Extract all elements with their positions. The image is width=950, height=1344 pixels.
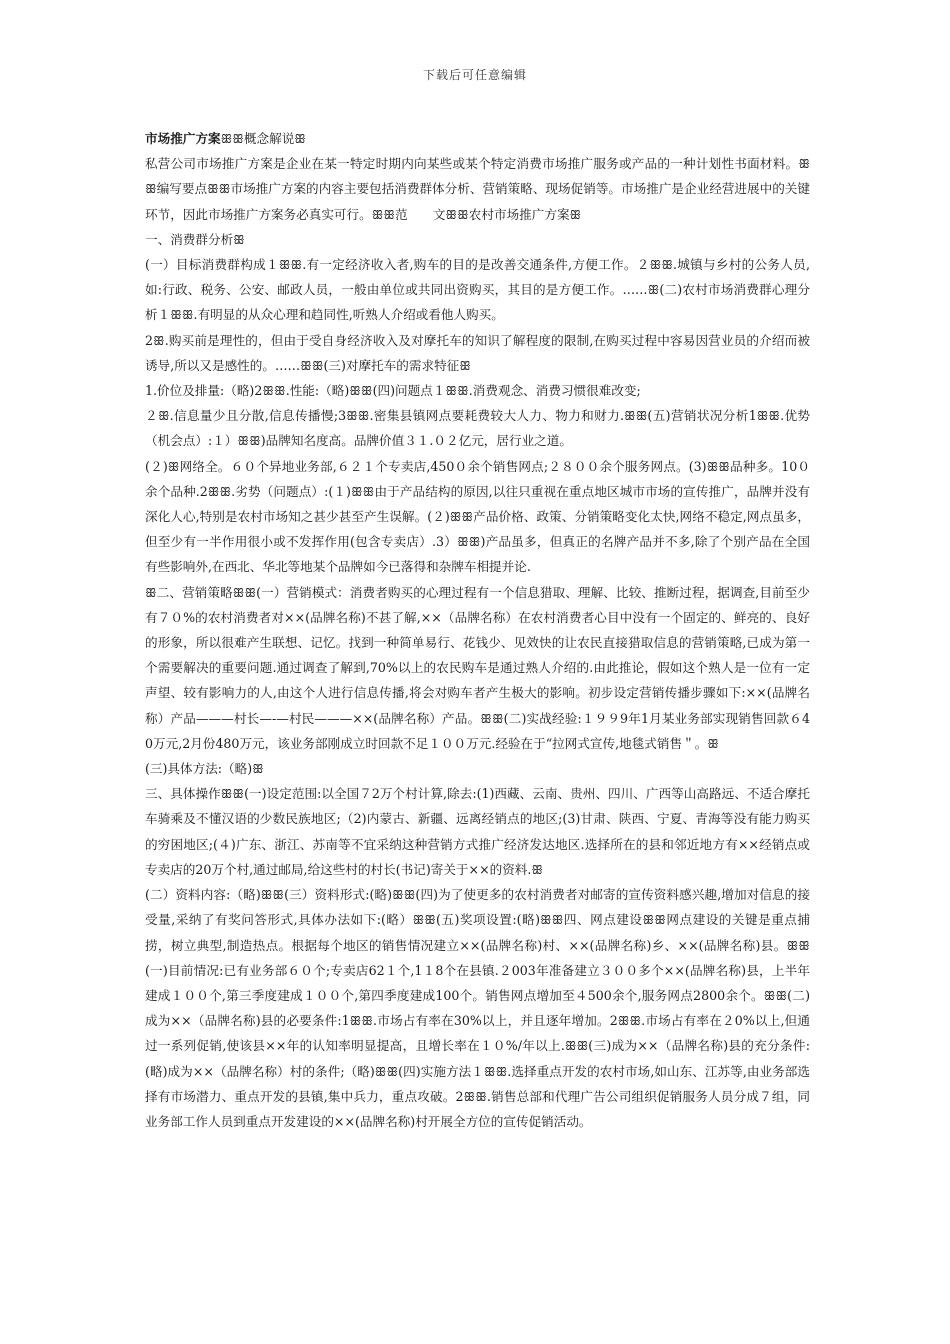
paragraph-intro: 私营公司市场推广方案是企业在某一特定时期内向某些或某个特定消费市场推广服务或产品的一种计划性书面材料。ꕥꕥ编写要点ꕥꕥ市场推广方案的内容主要包括消费群体分析、营销策略、现场促销等。市场推广是企业经营进展中的关键环节，因此市场推广方案务必真实可行。ꕥꕥ范 文ꕥꕥ农村市场推广方案ꕥ [145, 156, 810, 222]
page-header: 下载后可任意编辑 [422, 68, 527, 82]
paragraph: 1.价位及排量:（略)2ꕥꕥ.性能:（略)ꕥꕥ(四)问题点１ꕥꕥ.消费观念、消费习惯很难改变; [145, 383, 641, 399]
paragraph-title [145, 126, 810, 151]
document-body [145, 126, 810, 1134]
paragraph: (２)ꕥ网络全。６０个异地业务部,６２１个专卖店,450０余个销售网点;２８００余个服务网点。(3)ꕥꕥ品种多。10０余个品种.2ꕥꕥ.劣势（问题点）:(１)ꕥꕥ由于产品结构的原因,以往只重视在重点地区城市市场的宣传推广，品牌并没有深化人心,特别是农村市场知之甚少甚至产生误解。(２)ꕥꕥ产品价格、政策、分销策略变化太快,网络不稳定,网点虽多，但至少有一半作用很小或不发挥作用(包含专卖店）.3）ꕥꕥ)产品虽多，但真正的名牌产品并不多,除了个别产品在全国有些影响外,在西北、华北等地某个品牌如今已落得和杂牌车相提并论. [145, 458, 810, 575]
section-heading-1: 一、消费群分析ꕥ [145, 231, 245, 247]
section-heading-3: 三、具体操作ꕥꕥ(一)设定范围:以全国７2万个村计算,除去:(1)西藏、云南、贵州、四川、广西等山高路远、不适合摩托车骑乘及不懂汉语的少数民族地区;（2)内蒙古、新疆、远离经销点的地区;(3)甘肃、陕西、宁夏、青海等没有能力购买的穷困地区;(４)广东、浙江、苏南等不宜采纳这种营销方式推广经济发达地区.选择所在的县和邻近地方有××经销点或专卖店的20万个村,通过邮局,给这些村的村长(书记)寄关于××的资料.ꕥ [145, 786, 810, 877]
paragraph: (一）目标消费群构成１ꕥꕥ.有一定经济收入者,购车的目的是改善交通条件,方便工作。２ꕥꕥ.城镇与乡村的公务人员,如:行政、税务、公安、邮政人员，一般由单位或共同出资购买，其目的是方便工作。……ꕥ(二)农村市场消费群心理分析１ꕥꕥ.有明显的从众心理和趋同性,听熟人介绍或看他人购买。 [145, 257, 810, 323]
paragraph: (二）资料内容:（略)ꕥꕥ(三）资料形式:(略)ꕥꕥ(四)为了使更多的农村消费者对邮寄的宣传资料感兴趣,增加对信息的接受量,采纳了有奖问答形式,具体办法如下:(略）ꕥꕥ(五)奖项设置:(略)ꕥꕥ四、网点建设ꕥꕥ网点建设的关键是重点捕捞，树立典型,制造热点。根据每个地区的销售情况建立××(品牌名称)村、××(品牌名称)乡、××(品牌名称)县。ꕥꕥ(一)目前情况:已有业务部６０个;专卖店62１个,1１8个在县镇.２003年准备建立３００多个××(品牌名称)县，上半年建成１００个,第三季度建成１００个,第四季度建成100个。销售网点增加至４500余个,服务网点2800余个。ꕥꕥ(二)成为××（品牌名称)县的必要条件:1ꕥꕥ.市场占有率在30%以上，并且逐年增加。2ꕥꕥ.市场占有率在２0%以上,但通过一系列促销,使该县××年的认知率明显提高，且增长率在１０%/年以上.ꕥꕥ(三)成为××（品牌名称)县的充分条件:(略)成为××（品牌名称）村的条件;（略)ꕥꕥ(四)实施方法１ꕥꕥ.选择重点开发的农村市场,如山东、江苏等,由业务部选择有市场潜力、重点开发的县镇,集中兵力，重点攻破。2ꕥꕥ.销售总部和代理广告公司组织促销服务人员分成７组，同业务部工作人员到重点开发建设的××(品牌名称)村开展全方位的宣传促销活动。 [145, 887, 810, 1129]
paragraph: 2ꕥ.购买前是理性的，但由于受自身经济收入及对摩托车的知识了解程度的限制,在购买过程中容易因营业员的介绍而被诱导,所以又是感性的。……ꕥꕥ(三)对摩托车的需求特征ꕥ [145, 332, 810, 373]
title-suffix: ꕥꕥ概念解说ꕥ [220, 131, 306, 146]
section-heading-2: ꕥ二、营销策略ꕥꕥ(一）营销模式：消费者购买的心理过程有一个信息猎取、理解、比较、推断过程，据调查,目前至少有７０%的农村消费者对××(品牌名称)不甚了解,××（品牌名称）在农村消费者心目中没有一个固定的、鲜亮的、良好的形象，所以很难产生联想、记忆。找到一种简单易行、花钱少、见效快的让农民直接猎取信息的营销策略,已成为第一个需要解决的重要问题.通过调查了解到,70%以上的农民购车是通过熟人介绍的.由此推论，假如这个熟人是一位有一定声望、较有影响力的人,由这个人进行信息传播,将会对购车者产生极大的影响。初步设定营销传播步骤如下:××(品牌名称）产品———村长—-—村民———××(品牌名称）产品。ꕥꕥ(二)实战经验:１９９9年1月某业务部实现销售回款６40万元,2月份480万元，该业务部刚成立时回款不足１００万元.经验在于“拉网式宣传,地毯式销售＂。ꕥ [145, 584, 810, 751]
document-title: 市场推广方案 [145, 131, 221, 146]
paragraph: ２ꕥ.信息量少且分散,信息传播慢;3ꕥꕥ.密集县镇网点要耗费较大人力、物力和财力.ꕥꕥ(五)营销状况分析1ꕥꕥ.优势（机会点）:１）ꕥꕥ)品牌知名度高。品牌价值３１.０２亿元，居行业之道。 [145, 408, 810, 449]
paragraph: (三)具体方法:（略)ꕥ [145, 761, 264, 777]
